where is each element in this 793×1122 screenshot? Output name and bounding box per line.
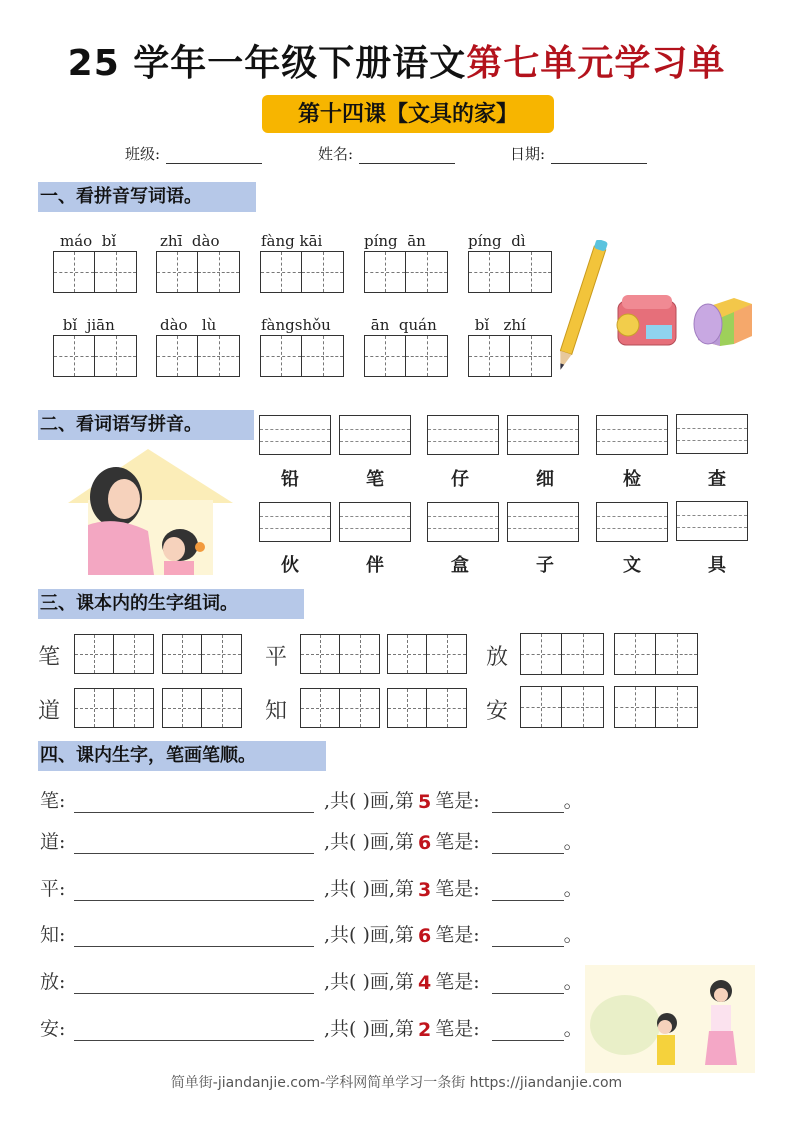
stroke-count-text: ,共( )画,第 xyxy=(324,1018,414,1040)
section2-heading: 二、看词语写拼音。 xyxy=(38,410,254,440)
tianzi-pair[interactable] xyxy=(53,251,137,293)
tianzi-pair[interactable] xyxy=(53,335,137,377)
hanzi-label: 伴 xyxy=(366,555,384,576)
stroke-char: 笔: xyxy=(40,790,66,812)
tianzi-pair[interactable] xyxy=(520,686,604,728)
stroke-answer-line[interactable] xyxy=(492,793,564,813)
tianzi-pair[interactable] xyxy=(74,634,154,674)
name-label: 姓名: xyxy=(318,145,354,163)
stroke-order-line[interactable] xyxy=(74,927,314,947)
stroke-answer-line[interactable] xyxy=(492,834,564,854)
tianzi-pair[interactable] xyxy=(162,634,242,674)
tianzi-pair[interactable] xyxy=(364,335,448,377)
period: 。 xyxy=(563,878,583,900)
stroke-is-text: 笔是: xyxy=(435,1018,480,1040)
tianzi-pair[interactable] xyxy=(156,251,240,293)
pinyin-label: dào lù xyxy=(160,316,217,334)
tianzi-pair[interactable] xyxy=(156,335,240,377)
hanzi-label: 细 xyxy=(536,469,554,490)
stroke-row xyxy=(40,783,583,813)
tianzi-pair[interactable] xyxy=(300,634,380,674)
stroke-number: 4 xyxy=(417,972,432,994)
hanzi-label: 仔 xyxy=(451,469,469,490)
stroke-order-line[interactable] xyxy=(74,834,314,854)
vocab-char: 平 xyxy=(265,645,288,670)
date-input-line[interactable] xyxy=(551,148,647,164)
stroke-char: 平: xyxy=(40,878,66,900)
title-main: 25 学年一年级下册语文 xyxy=(67,43,467,84)
stroke-number: 5 xyxy=(417,791,432,813)
period: 。 xyxy=(563,971,583,993)
stroke-order-line[interactable] xyxy=(74,1021,314,1041)
tianzi-pair[interactable] xyxy=(300,688,380,728)
pinyin-box[interactable] xyxy=(259,415,331,455)
tianzi-pair[interactable] xyxy=(364,251,448,293)
children-illustration xyxy=(585,965,755,1073)
class-input-line[interactable] xyxy=(166,148,262,164)
period: 。 xyxy=(563,790,583,812)
tianzi-pair[interactable] xyxy=(387,688,467,728)
lesson-badge: 第十四课【文具的家】 xyxy=(262,95,554,133)
hanzi-label: 查 xyxy=(708,469,726,490)
stroke-is-text: 笔是: xyxy=(435,878,480,900)
pinyin-box[interactable] xyxy=(427,502,499,542)
hanzi-label: 检 xyxy=(623,469,641,490)
stroke-count-text: ,共( )画,第 xyxy=(324,924,414,946)
pinyin-box[interactable] xyxy=(676,414,748,454)
stroke-answer-line[interactable] xyxy=(492,927,564,947)
pinyin-label: ān quán xyxy=(366,316,437,334)
pinyin-label: máo bǐ xyxy=(60,232,117,250)
tianzi-pair[interactable] xyxy=(614,686,698,728)
hanzi-label: 文 xyxy=(623,555,641,576)
tianzi-pair[interactable] xyxy=(520,633,604,675)
tianzi-pair[interactable] xyxy=(468,251,552,293)
vocab-char: 笔 xyxy=(38,645,61,670)
stroke-order-line[interactable] xyxy=(74,974,314,994)
vocab-char: 安 xyxy=(486,699,509,724)
tianzi-pair[interactable] xyxy=(260,251,344,293)
name-field[interactable] xyxy=(318,143,455,164)
pinyin-box[interactable] xyxy=(507,415,579,455)
tianzi-pair[interactable] xyxy=(162,688,242,728)
hanzi-label: 伙 xyxy=(281,555,299,576)
pencil-sharpener-eraser-icon xyxy=(560,240,760,380)
stroke-row xyxy=(40,824,583,854)
stroke-is-text: 笔是: xyxy=(435,831,480,853)
tianzi-pair[interactable] xyxy=(74,688,154,728)
children-room-icon xyxy=(585,965,755,1073)
class-field[interactable] xyxy=(125,143,262,164)
name-input-line[interactable] xyxy=(359,148,455,164)
pinyin-box[interactable] xyxy=(427,415,499,455)
pinyin-label: fàngshǒu xyxy=(261,316,331,334)
stroke-row xyxy=(40,964,583,994)
page-title xyxy=(0,40,793,88)
stroke-number: 2 xyxy=(417,1019,432,1041)
stroke-count-text: ,共( )画,第 xyxy=(324,878,414,900)
pinyin-label: píng dì xyxy=(468,232,526,250)
pinyin-box[interactable] xyxy=(596,502,668,542)
period: 。 xyxy=(563,831,583,853)
hanzi-label: 笔 xyxy=(366,469,384,490)
stroke-is-text: 笔是: xyxy=(435,790,480,812)
stroke-count-text: ,共( )画,第 xyxy=(324,790,414,812)
stroke-is-text: 笔是: xyxy=(435,924,480,946)
stroke-char: 道: xyxy=(40,831,66,853)
vocab-char: 知 xyxy=(265,699,288,724)
stroke-row xyxy=(40,1011,583,1041)
period: 。 xyxy=(563,924,583,946)
hanzi-label: 盒 xyxy=(451,555,469,576)
pinyin-box[interactable] xyxy=(259,502,331,542)
title-unit: 第七单元学习单 xyxy=(466,43,726,84)
stroke-number: 3 xyxy=(417,879,432,901)
footer-watermark: 简单街-jiandanjie.com-学科网简单学习一条街 https://jiandanjie.com xyxy=(170,1075,623,1091)
pinyin-box[interactable] xyxy=(596,415,668,455)
stroke-row xyxy=(40,917,583,947)
stationery-illustration xyxy=(560,240,760,380)
pinyin-box[interactable] xyxy=(676,501,748,541)
tianzi-pair[interactable] xyxy=(468,335,552,377)
stroke-answer-line[interactable] xyxy=(492,1021,564,1041)
tianzi-pair[interactable] xyxy=(387,634,467,674)
stroke-char: 知: xyxy=(40,924,66,946)
stroke-number: 6 xyxy=(417,925,432,947)
pinyin-label: píng ān xyxy=(364,232,426,250)
stroke-count-text: ,共( )画,第 xyxy=(324,831,414,853)
mother-daughter-illustration xyxy=(58,445,238,575)
hanzi-label: 具 xyxy=(708,555,726,576)
vocab-char: 道 xyxy=(38,699,61,724)
pinyin-box[interactable] xyxy=(507,502,579,542)
stroke-answer-line[interactable] xyxy=(492,974,564,994)
tianzi-pair[interactable] xyxy=(260,335,344,377)
stroke-char: 放: xyxy=(40,971,66,993)
pinyin-label: bǐ zhí xyxy=(470,316,526,334)
section3-heading: 三、课本内的生字组词。 xyxy=(38,589,304,619)
section1-heading: 一、看拼音写词语。 xyxy=(38,182,256,212)
stroke-char: 安: xyxy=(40,1018,66,1040)
hanzi-label: 铅 xyxy=(281,469,299,490)
stroke-row xyxy=(40,871,583,901)
class-label: 班级: xyxy=(125,145,161,163)
pinyin-label: bǐ jiān xyxy=(58,316,115,334)
vocab-char: 放 xyxy=(486,645,509,670)
pinyin-box[interactable] xyxy=(339,415,411,455)
pinyin-label: zhī dào xyxy=(160,232,220,250)
stroke-count-text: ,共( )画,第 xyxy=(324,971,414,993)
stroke-order-line[interactable] xyxy=(74,793,314,813)
pinyin-box[interactable] xyxy=(339,502,411,542)
tianzi-pair[interactable] xyxy=(614,633,698,675)
period: 。 xyxy=(563,1018,583,1040)
section4-heading: 四、课内生字，笔画笔顺。 xyxy=(38,741,326,771)
hanzi-label: 子 xyxy=(536,555,554,576)
stroke-order-line[interactable] xyxy=(74,881,314,901)
stroke-answer-line[interactable] xyxy=(492,881,564,901)
date-field[interactable] xyxy=(510,143,647,164)
pinyin-label: fàng kāi xyxy=(261,232,323,250)
stroke-is-text: 笔是: xyxy=(435,971,480,993)
stroke-number: 6 xyxy=(417,832,432,854)
date-label: 日期: xyxy=(510,145,546,163)
mother-daughter-icon xyxy=(58,445,238,575)
